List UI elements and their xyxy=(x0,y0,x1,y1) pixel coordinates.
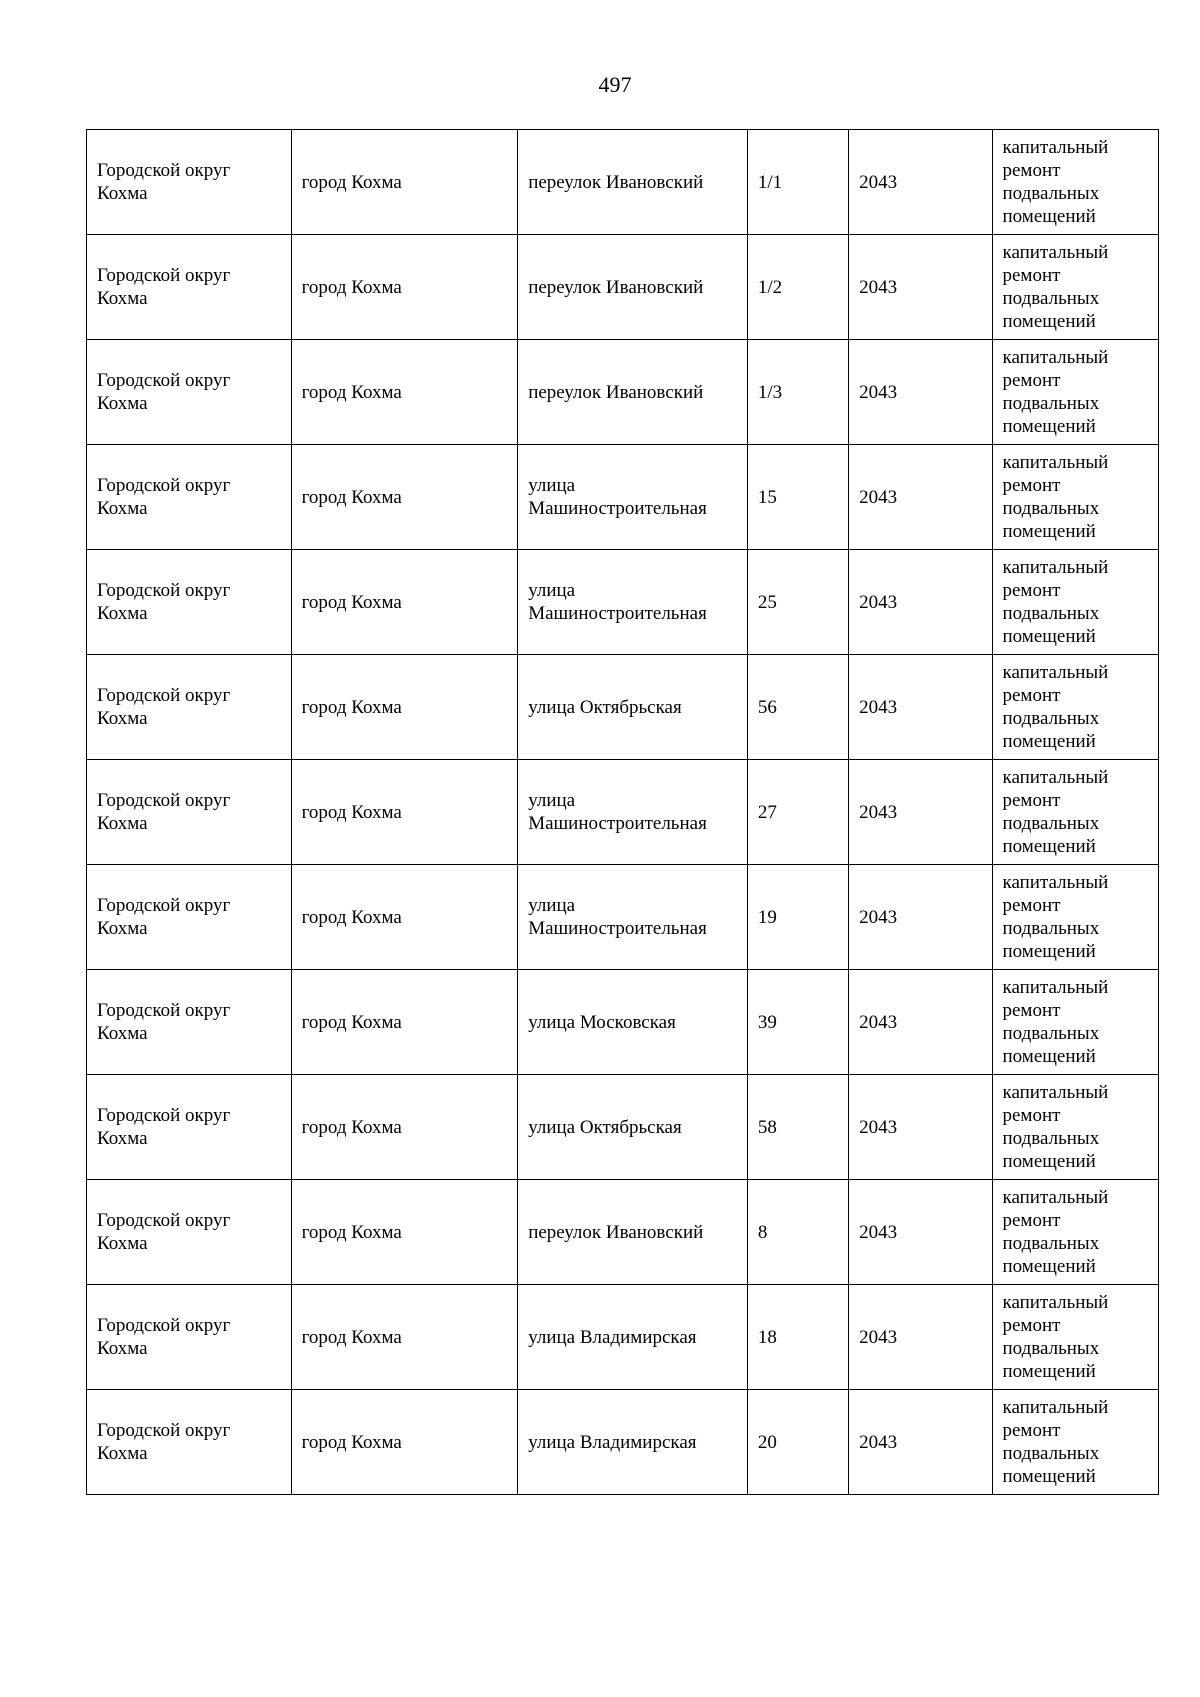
city-cell: город Кохма xyxy=(291,445,518,550)
work-type-cell: капитальный ремонт подвальных помещений xyxy=(992,1285,1159,1390)
year-cell: 2043 xyxy=(849,1390,992,1495)
street-cell: улица Машиностроительная xyxy=(518,865,748,970)
table-row xyxy=(87,970,1159,1075)
house-number-cell: 58 xyxy=(747,1075,848,1180)
year-cell: 2043 xyxy=(849,760,992,865)
municipality-cell: Городской округ Кохма xyxy=(87,865,292,970)
city-cell: город Кохма xyxy=(291,1075,518,1180)
city-cell: город Кохма xyxy=(291,235,518,340)
table-row xyxy=(87,340,1159,445)
work-type-cell: капитальный ремонт подвальных помещений xyxy=(992,445,1159,550)
year-cell: 2043 xyxy=(849,1180,992,1285)
table-row xyxy=(87,235,1159,340)
year-cell: 2043 xyxy=(849,1075,992,1180)
house-number-cell: 20 xyxy=(747,1390,848,1495)
year-cell: 2043 xyxy=(849,1285,992,1390)
table-row xyxy=(87,1075,1159,1180)
work-type-cell: капитальный ремонт подвальных помещений xyxy=(992,1390,1159,1495)
work-type-cell: капитальный ремонт подвальных помещений xyxy=(992,1180,1159,1285)
city-cell: город Кохма xyxy=(291,970,518,1075)
house-number-cell: 25 xyxy=(747,550,848,655)
street-cell: улица Московская xyxy=(518,970,748,1075)
street-cell: переулок Ивановский xyxy=(518,235,748,340)
house-number-cell: 1/2 xyxy=(747,235,848,340)
house-number-cell: 8 xyxy=(747,1180,848,1285)
work-type-cell: капитальный ремонт подвальных помещений xyxy=(992,130,1159,235)
street-cell: переулок Ивановский xyxy=(518,340,748,445)
municipality-cell: Городской округ Кохма xyxy=(87,1390,292,1495)
street-cell: переулок Ивановский xyxy=(518,130,748,235)
table-body xyxy=(87,130,1159,1495)
house-number-cell: 1/1 xyxy=(747,130,848,235)
city-cell: город Кохма xyxy=(291,655,518,760)
table-row xyxy=(87,865,1159,970)
street-cell: улица Владимирская xyxy=(518,1390,748,1495)
table-row xyxy=(87,1285,1159,1390)
municipality-cell: Городской округ Кохма xyxy=(87,1075,292,1180)
year-cell: 2043 xyxy=(849,655,992,760)
municipality-cell: Городской округ Кохма xyxy=(87,235,292,340)
year-cell: 2043 xyxy=(849,445,992,550)
table-row xyxy=(87,1180,1159,1285)
municipality-cell: Городской округ Кохма xyxy=(87,760,292,865)
work-type-cell: капитальный ремонт подвальных помещений xyxy=(992,1075,1159,1180)
city-cell: город Кохма xyxy=(291,865,518,970)
work-type-cell: капитальный ремонт подвальных помещений xyxy=(992,655,1159,760)
table-row xyxy=(87,655,1159,760)
page-number: 497 xyxy=(598,72,632,97)
street-cell: переулок Ивановский xyxy=(518,1180,748,1285)
street-cell: улица Машиностроительная xyxy=(518,760,748,865)
street-cell: улица Машиностроительная xyxy=(518,445,748,550)
city-cell: город Кохма xyxy=(291,1390,518,1495)
municipality-cell: Городской округ Кохма xyxy=(87,1180,292,1285)
municipality-cell: Городской округ Кохма xyxy=(87,970,292,1075)
city-cell: город Кохма xyxy=(291,1285,518,1390)
municipality-cell: Городской округ Кохма xyxy=(87,655,292,760)
house-number-cell: 39 xyxy=(747,970,848,1075)
year-cell: 2043 xyxy=(849,130,992,235)
year-cell: 2043 xyxy=(849,340,992,445)
house-number-cell: 18 xyxy=(747,1285,848,1390)
municipality-cell: Городской округ Кохма xyxy=(87,550,292,655)
street-cell: улица Машиностроительная xyxy=(518,550,748,655)
repair-schedule-table xyxy=(86,129,1159,1495)
street-cell: улица Владимирская xyxy=(518,1285,748,1390)
work-type-cell: капитальный ремонт подвальных помещений xyxy=(992,865,1159,970)
municipality-cell: Городской округ Кохма xyxy=(87,130,292,235)
house-number-cell: 56 xyxy=(747,655,848,760)
municipality-cell: Городской округ Кохма xyxy=(87,1285,292,1390)
street-cell: улица Октябрьская xyxy=(518,1075,748,1180)
house-number-cell: 1/3 xyxy=(747,340,848,445)
year-cell: 2043 xyxy=(849,235,992,340)
city-cell: город Кохма xyxy=(291,340,518,445)
work-type-cell: капитальный ремонт подвальных помещений xyxy=(992,760,1159,865)
table-row xyxy=(87,445,1159,550)
year-cell: 2043 xyxy=(849,970,992,1075)
year-cell: 2043 xyxy=(849,550,992,655)
year-cell: 2043 xyxy=(849,865,992,970)
municipality-cell: Городской округ Кохма xyxy=(87,340,292,445)
table-row xyxy=(87,1390,1159,1495)
table-row xyxy=(87,130,1159,235)
work-type-cell: капитальный ремонт подвальных помещений xyxy=(992,235,1159,340)
street-cell: улица Октябрьская xyxy=(518,655,748,760)
city-cell: город Кохма xyxy=(291,550,518,655)
work-type-cell: капитальный ремонт подвальных помещений xyxy=(992,340,1159,445)
house-number-cell: 15 xyxy=(747,445,848,550)
municipality-cell: Городской округ Кохма xyxy=(87,445,292,550)
house-number-cell: 19 xyxy=(747,865,848,970)
city-cell: город Кохма xyxy=(291,1180,518,1285)
house-number-cell: 27 xyxy=(747,760,848,865)
work-type-cell: капитальный ремонт подвальных помещений xyxy=(992,970,1159,1075)
city-cell: город Кохма xyxy=(291,130,518,235)
table-row xyxy=(87,760,1159,865)
city-cell: город Кохма xyxy=(291,760,518,865)
table-row xyxy=(87,550,1159,655)
work-type-cell: капитальный ремонт подвальных помещений xyxy=(992,550,1159,655)
